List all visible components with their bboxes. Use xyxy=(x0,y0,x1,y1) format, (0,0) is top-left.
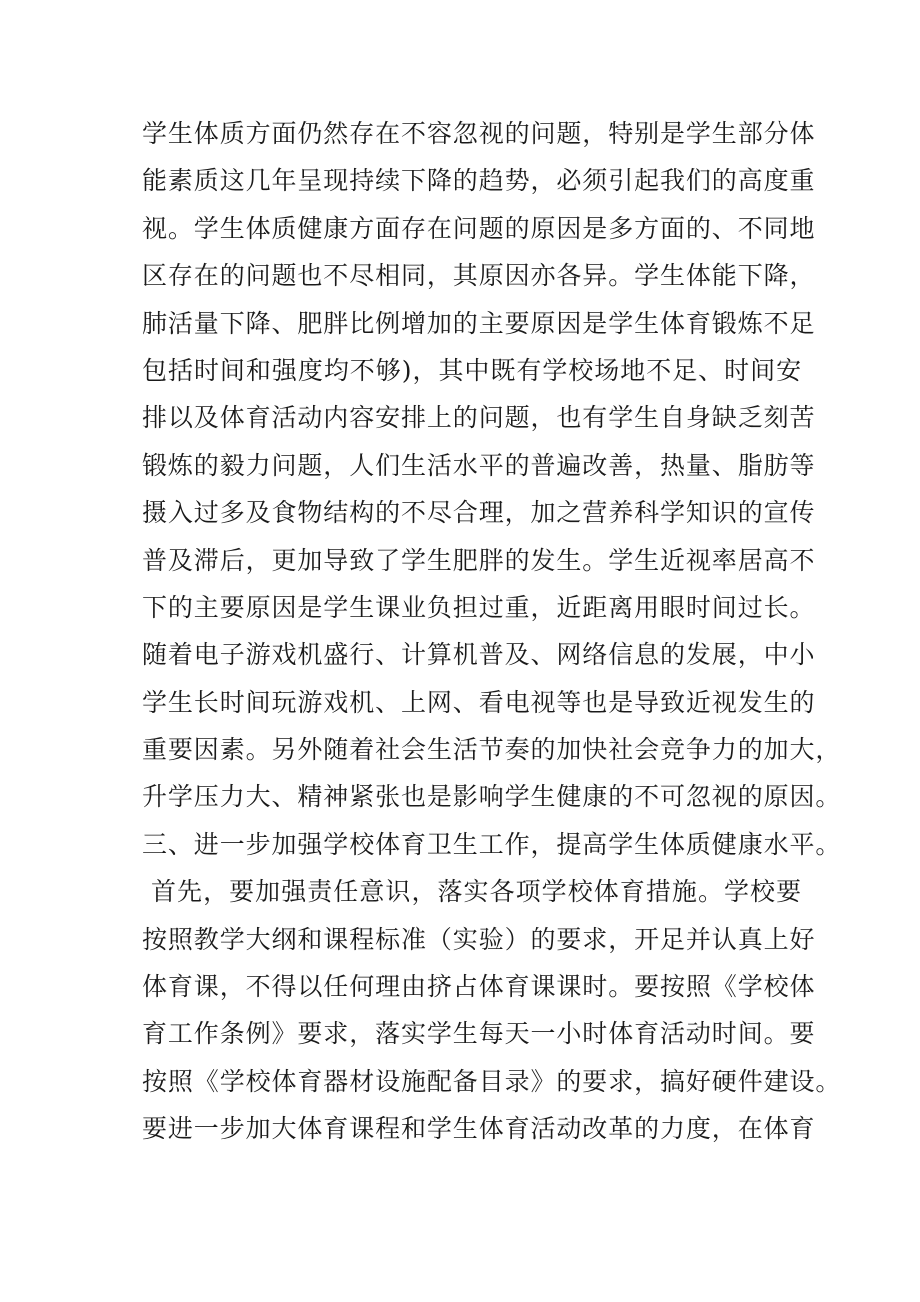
text-line: 视。学生体质健康方面存在问题的原因是多方面的、不同地 xyxy=(142,213,816,243)
text-line: 首先，要加强责任意识，落实各项学校体育措施。学校要 xyxy=(142,877,802,907)
text-line: 锻炼的毅力问题，人们生活水平的普遍改善，热量、脂肪等 xyxy=(142,450,816,480)
text-line: 包括时间和强度均不够)，其中既有学校场地不足、时间安 xyxy=(142,355,802,385)
text-line: 育工作条例》要求，落实学生每天一小时体育活动时间。要 xyxy=(142,1019,816,1049)
text-line: 随着电子游戏机盛行、计算机普及、网络信息的发展，中小 xyxy=(142,640,816,670)
text-line: 升学压力大、精神紧张也是影响学生健康的不可忽视的原因。 xyxy=(142,782,842,812)
section-heading: 三、进一步加强学校体育卫生工作，提高学生体质健康水平。 xyxy=(142,829,842,859)
text-line: 按照《学校体育器材设施配备目录》的要求，搞好硬件建设。 xyxy=(142,1066,842,1096)
text-line: 普及滞后，更加导致了学生肥胖的发生。学生近视率居高不 xyxy=(142,545,816,575)
text-line: 排以及体育活动内容安排上的问题，也有学生自身缺乏刻苦 xyxy=(142,403,816,433)
text-line: 要进一步加大体育课程和学生体育活动改革的力度，在体育 xyxy=(142,1114,816,1144)
body-text xyxy=(142,110,842,1153)
text-line: 学生体质方面仍然存在不容忽视的问题，特别是学生部分体 xyxy=(142,119,816,148)
text-line: 能素质这几年呈现持续下降的趋势，必须引起我们的高度重 xyxy=(142,166,816,196)
text-line: 下的主要原因是学生课业负担过重，近距离用眼时间过长。 xyxy=(142,592,816,622)
text-line: 体育课，不得以任何理由挤占体育课课时。要按照《学校体 xyxy=(142,972,816,1002)
text-line: 摄入过多及食物结构的不尽合理，加之营养科学知识的宣传 xyxy=(142,498,816,528)
text-line: 肺活量下降、肥胖比例增加的主要原因是学生体育锻炼不足 xyxy=(142,308,816,338)
text-line: 区存在的问题也不尽相同，其原因亦各异。学生体能下降， xyxy=(142,261,816,291)
text-line: 按照教学大纲和课程标准（实验）的要求，开足并认真上好 xyxy=(142,924,816,954)
text-line: 学生长时间玩游戏机、上网、看电视等也是导致近视发生的 xyxy=(142,687,816,717)
text-line: 重要因素。另外随着社会生活节奏的加快社会竞争力的加大， xyxy=(142,735,842,765)
